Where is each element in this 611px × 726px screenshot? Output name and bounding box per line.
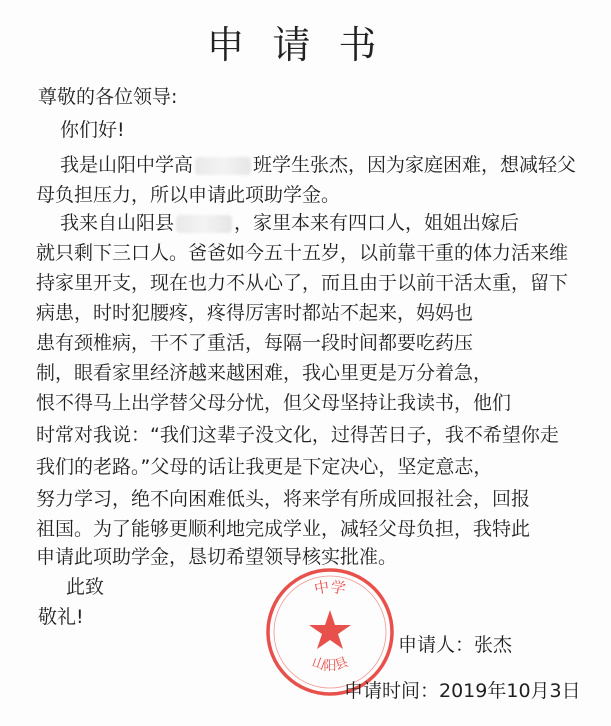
seal-top-text: 中学 <box>312 577 348 598</box>
paragraph2-line3: 持家里开支，现在也力不从心了，而且由于以前干活太重，留下 <box>36 272 569 294</box>
paragraph1-line2: 母负担压力，所以申请此项助学金。 <box>36 184 341 206</box>
applicant-signature: 申请人：张杰 <box>398 634 513 656</box>
paragraph2-line4: 病患，时时犯腰疼，疼得厉害时都站不起来，妈妈也 <box>36 302 474 324</box>
paragraph2-line11: 祖国。为了能够更顺利地完成学业，减轻父母负担，我特此 <box>36 518 531 540</box>
paragraph2-line6: 制，眼看家里经济越来越困难，我心里更是万分着急， <box>36 362 493 384</box>
paragraph2-line5: 患有颈椎病，干不了重活，每隔一段时间都要吃药压 <box>36 332 474 354</box>
paragraph2-line7: 恨不得马上出学替父母分忧，但父母坚持让我读书，他们 <box>36 392 512 414</box>
greeting: 你们好! <box>60 119 125 141</box>
application-date: 申请时间：2019年10月3日 <box>344 680 581 702</box>
paragraph1-line1-before: 我是山阳中学高 <box>60 154 194 176</box>
seal-star-icon <box>309 610 351 649</box>
closing-line2: 敬礼! <box>38 606 84 628</box>
document-title: 申请书 <box>206 23 405 67</box>
paragraph2-line1 <box>60 208 519 235</box>
paragraph2-line9: 我们的老路。”父母的话让我更是下定决心，坚定意志， <box>36 456 493 478</box>
paragraph1-line1-after: 班学生张杰，因为家庭困难，想减轻父 <box>253 154 577 176</box>
seal-bottom-text: 山阳县 <box>309 655 351 674</box>
paragraph2-line10: 努力学习，绝不向困难低头，将来学有所成回报社会，回报 <box>36 488 531 510</box>
closing-line1: 此致 <box>66 576 105 598</box>
paragraph2-line2: 就只剩下三口人。爸爸如今五十五岁，以前靠干重的体力活来维 <box>36 242 569 264</box>
redaction-blur <box>176 215 232 233</box>
paragraph2-line12: 申请此项助学金，恳切希望领导核实批准。 <box>36 546 398 568</box>
paragraph1-line1 <box>60 150 576 177</box>
redaction-blur <box>195 157 251 175</box>
salutation: 尊敬的各位领导: <box>38 86 178 108</box>
paragraph2-line8: 时常对我说：“我们这辈子没文化，过得苦日子，我不希望你走 <box>36 424 559 446</box>
paragraph2-line1-after: ，家里本来有四口人，姐姐出嫁后 <box>234 212 520 234</box>
paragraph2-line1-before: 我来自山阳县 <box>60 212 175 234</box>
